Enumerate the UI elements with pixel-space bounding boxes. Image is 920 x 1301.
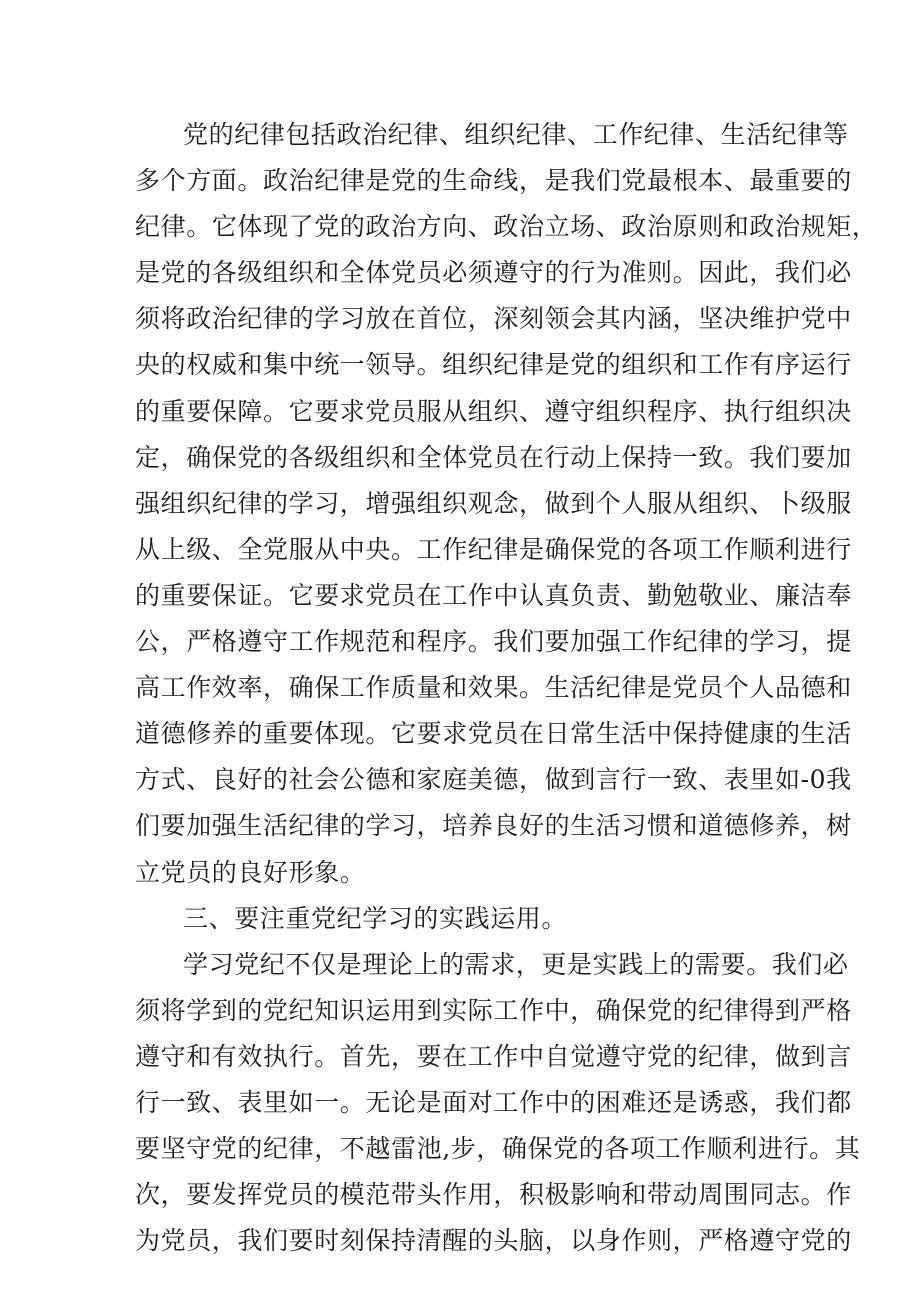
text-line: 须将政治纪律的学习放在首位，深刻领会其内涵，坚决维护党中 bbox=[135, 304, 852, 334]
text-line: 的重要保障。它要求党员服从组织、遵守组织程序、执行组织决 bbox=[135, 396, 852, 426]
text-line: 立党员的良好形象。 bbox=[135, 857, 366, 887]
text-line: 为党员，我们要时刻保持清醒的头脑，以身作则，严格遵守党的 bbox=[135, 1226, 852, 1256]
text-line: 道德修养的重要体现。它要求党员在日常生活中保持健康的生活 bbox=[135, 719, 852, 749]
text-line: 强组织纪律的学习，增强组织观念，做到个人服从组织、卜级服 bbox=[135, 488, 852, 518]
document-body bbox=[135, 112, 878, 1264]
text-line: 纪律。它体现了党的政治方向、政治立场、政治原则和政治规矩， bbox=[135, 212, 878, 242]
text-line: 是党的各级组织和全体党员必须遵守的行为准则。因此，我们必 bbox=[135, 258, 852, 288]
text-line: 高工作效率，确保工作质量和效果。生活纪律是党员个人品德和 bbox=[135, 673, 852, 703]
text-line: 三、要注重党纪学习的实践运用。 bbox=[183, 903, 568, 933]
text-line: 方式、良好的社会公德和家庭美德，做到言行一致、表里如-0我 bbox=[135, 765, 852, 795]
text-line: 遵守和有效执行。首先，要在工作中自觉遵守党的纪律，做到言 bbox=[135, 1041, 852, 1071]
text-line: 党的纪律包括政治纪律、组织纪律、工作纪律、生活纪律等 bbox=[183, 120, 849, 149]
text-line: 央的权威和集中统一领导。组织纪律是党的组织和工作有序运行 bbox=[135, 350, 852, 380]
text-line: 次，要发挥党员的模范带头作用，积极影响和带动周围同志。作 bbox=[135, 1180, 852, 1210]
text-line: 公，严格遵守工作规范和程序。我们要加强工作纪律的学习，提 bbox=[135, 627, 852, 657]
text-line: 多个方面。政治纪律是党的生命线，是我们党最根本、最重要的 bbox=[135, 166, 852, 196]
text-line: 定，确保党的各级组织和全体党员在行动上保持一致。我们要加 bbox=[135, 442, 852, 472]
text-line: 的重要保证。它要求党员在工作中认真负责、勤勉敬业、廉洁奉 bbox=[135, 580, 852, 610]
text-line: 从上级、全党服从中央。工作纪律是确保党的各项工作顺利进行 bbox=[135, 534, 852, 564]
text-line: 学习党纪不仅是理论上的需求，更是实践上的需要。我们必 bbox=[183, 949, 849, 979]
text-line: 要坚守党的纪律，不越雷池,步，确保党的各项工作顺利进行。其 bbox=[135, 1134, 861, 1164]
text-line: 们要加强生活纪律的学习，培养良好的生活习惯和道德修养，树 bbox=[135, 811, 852, 841]
text-line: 须将学到的党纪知识运用到实际工作中，确保党的纪律得到严格 bbox=[135, 995, 852, 1025]
text-line: 行一致、表里如一。无论是面对工作中的困难还是诱惑，我们都 bbox=[135, 1087, 852, 1117]
